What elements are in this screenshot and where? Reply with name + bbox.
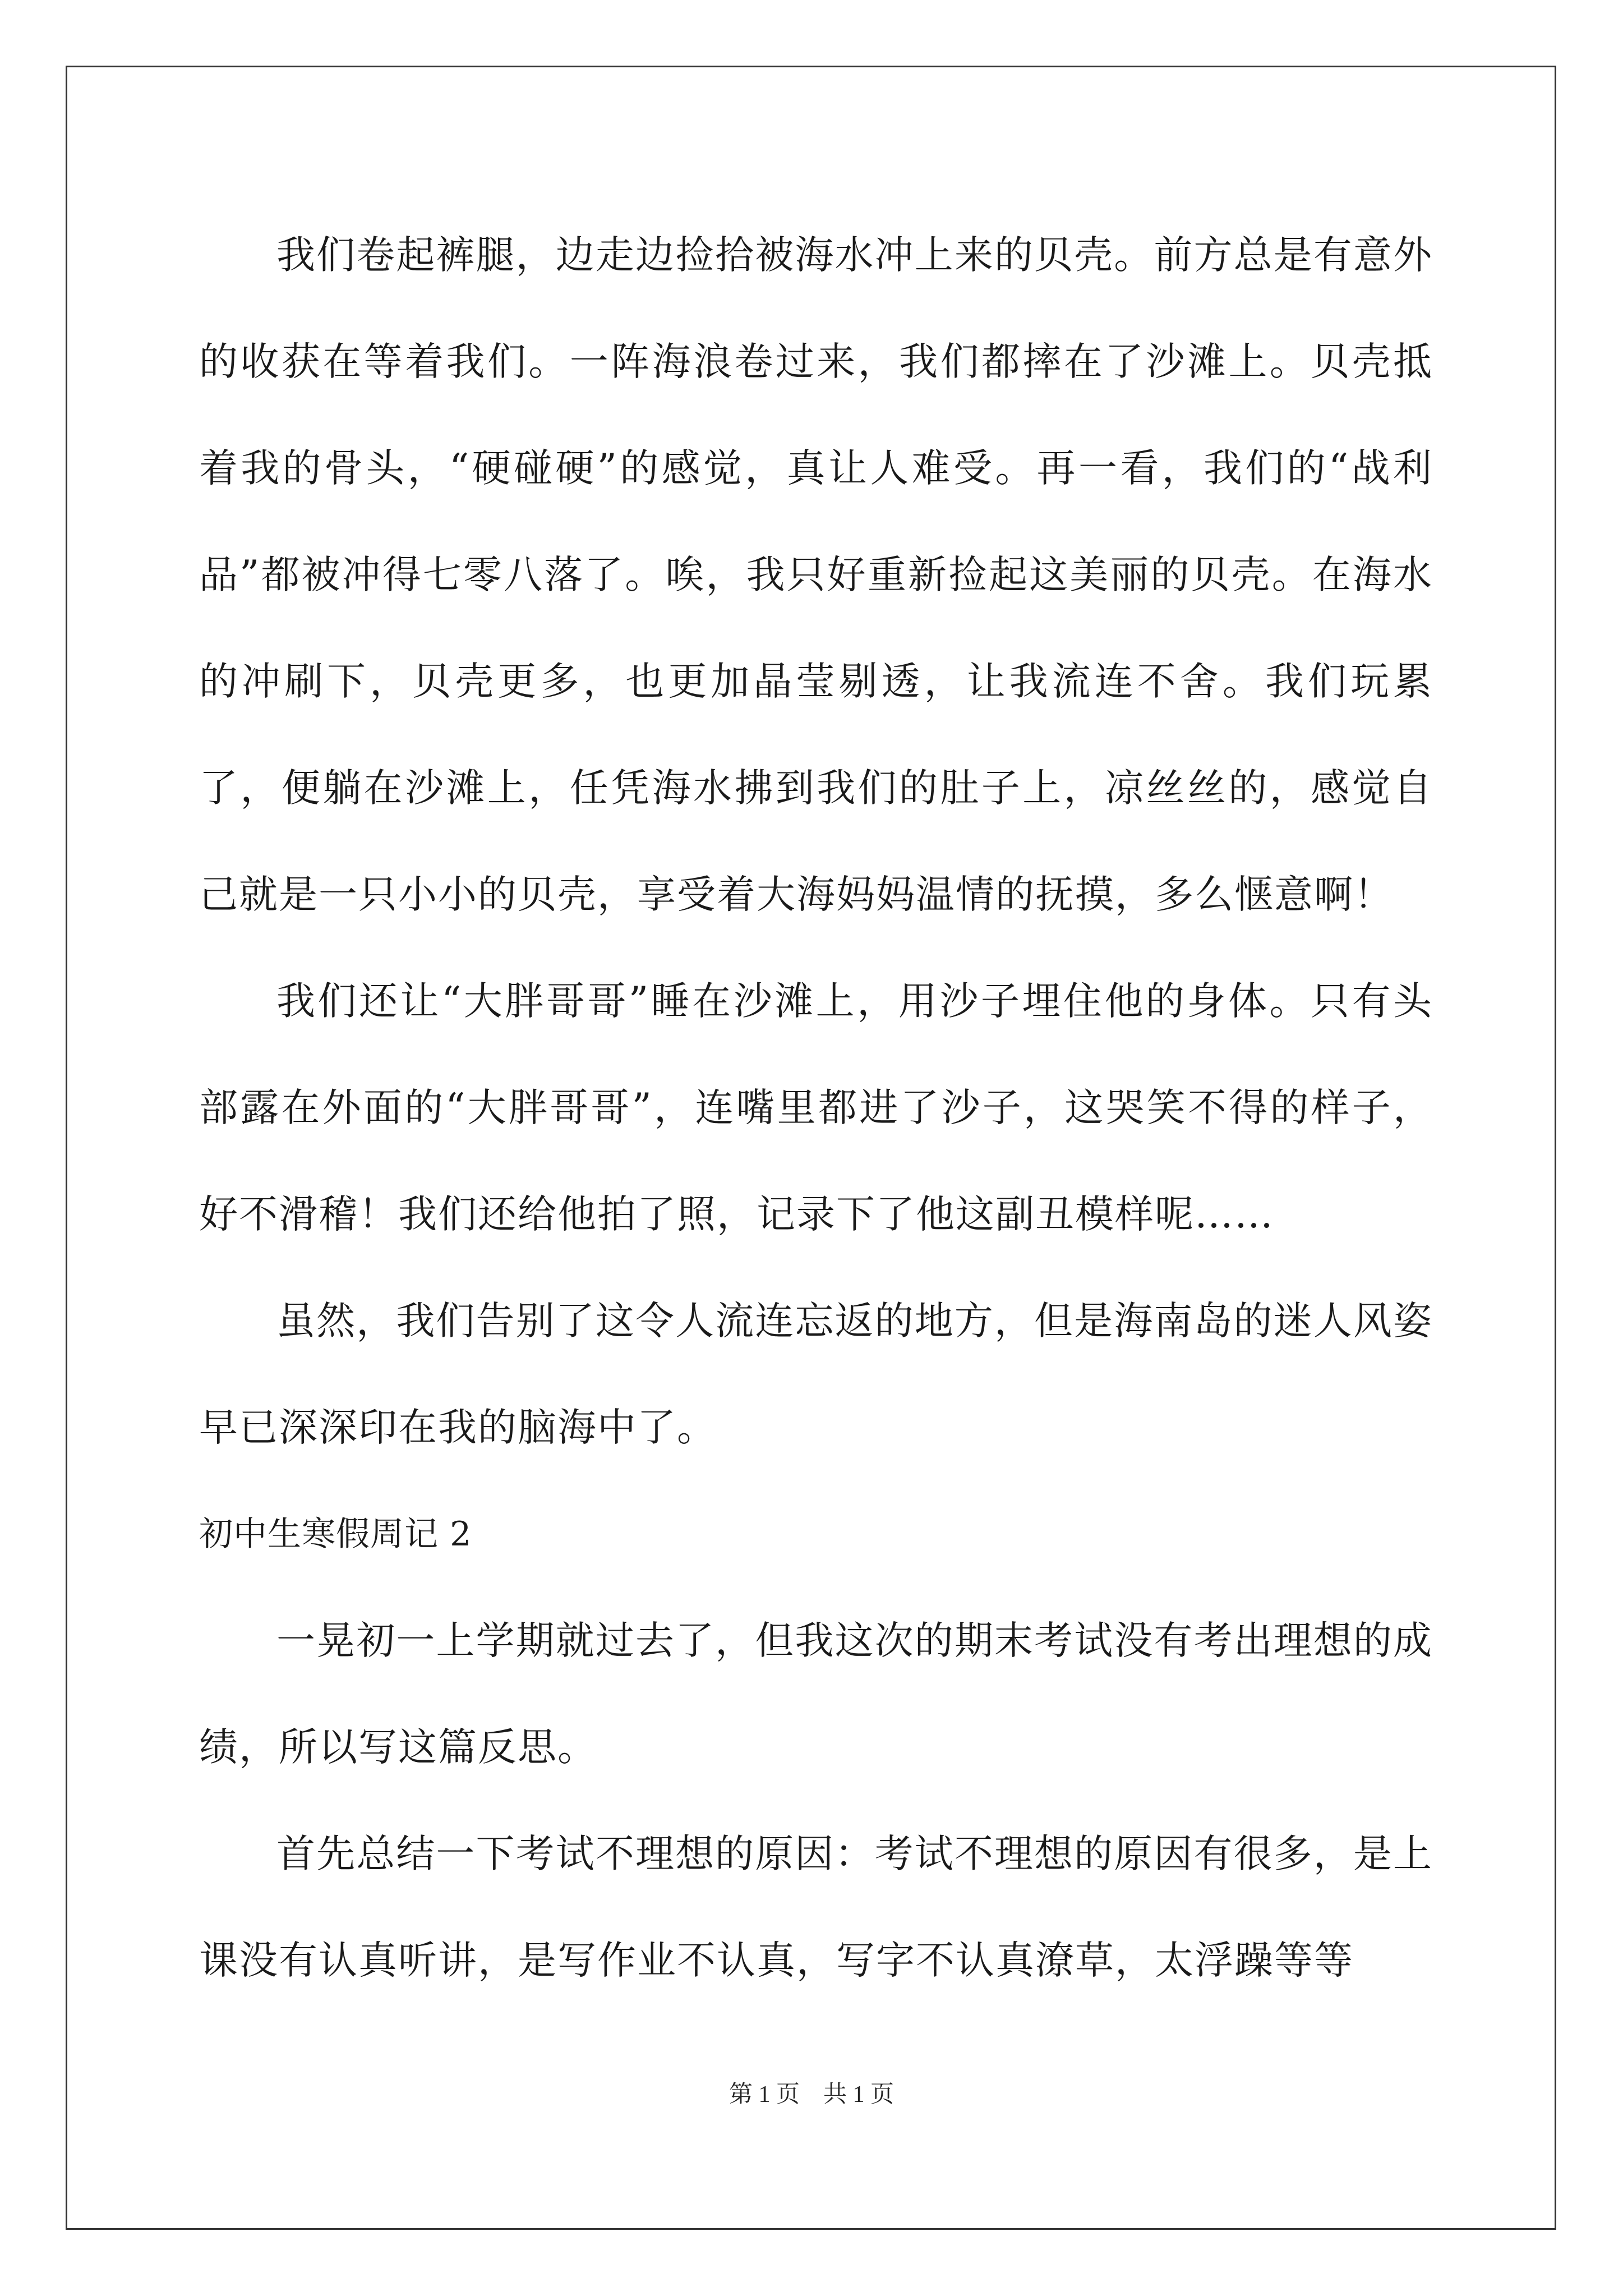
- paragraph: 一晃初一上学期就过去了，但我这次的期末考试没有考出理想的成绩，所以写这篇反思。: [199, 1618, 1433, 1770]
- paragraph: 我们还让“大胖哥哥”睡在沙滩上，用沙子埋住他的身体。只有头部露在外面的“大胖哥哥”，连嘴里都进了沙子，这哭笑不得的样子，好不滑稽！我们还给他拍了照，记录下了他这副丑模样呢……: [199, 979, 1433, 1237]
- section-title: 初中生寒假周记 2: [199, 1515, 472, 1554]
- paragraph: 首先总结一下考试不理想的原因：考试不理想的原因有很多，是上课没有认真听讲，是写作业不认真，写字不认真潦草，太浮躁等等: [199, 1832, 1433, 1983]
- paragraph: 虽然，我们告别了这令人流连忘返的地方，但是海南岛的迷人风姿早已深深印在我的脑海中了。: [199, 1299, 1433, 1450]
- document-body: [199, 202, 1433, 2014]
- page-footer: 第 1 页 共 1 页: [728, 2082, 894, 2108]
- paragraph: 我们卷起裤腿，边走边捡拾被海水冲上来的贝壳。前方总是有意外的收获在等着我们。一阵海浪卷过来，我们都摔在了沙滩上。贝壳抵着我的骨头，“硬碰硬”的感觉，真让人难受。再一看，我们的“战利品”都被冲得七零八落了。唉，我只好重新捡起这美丽的贝壳。在海水的冲刷下，贝壳更多，也更加晶莹剔透，让我流连不舍。我们玩累了，便躺在沙滩上，任凭海水拂到我们的肚子上，凉丝丝的，感觉自己就是一只小小的贝壳，享受着大海妈妈温情的抚摸，多么惬意啊！: [199, 233, 1433, 917]
